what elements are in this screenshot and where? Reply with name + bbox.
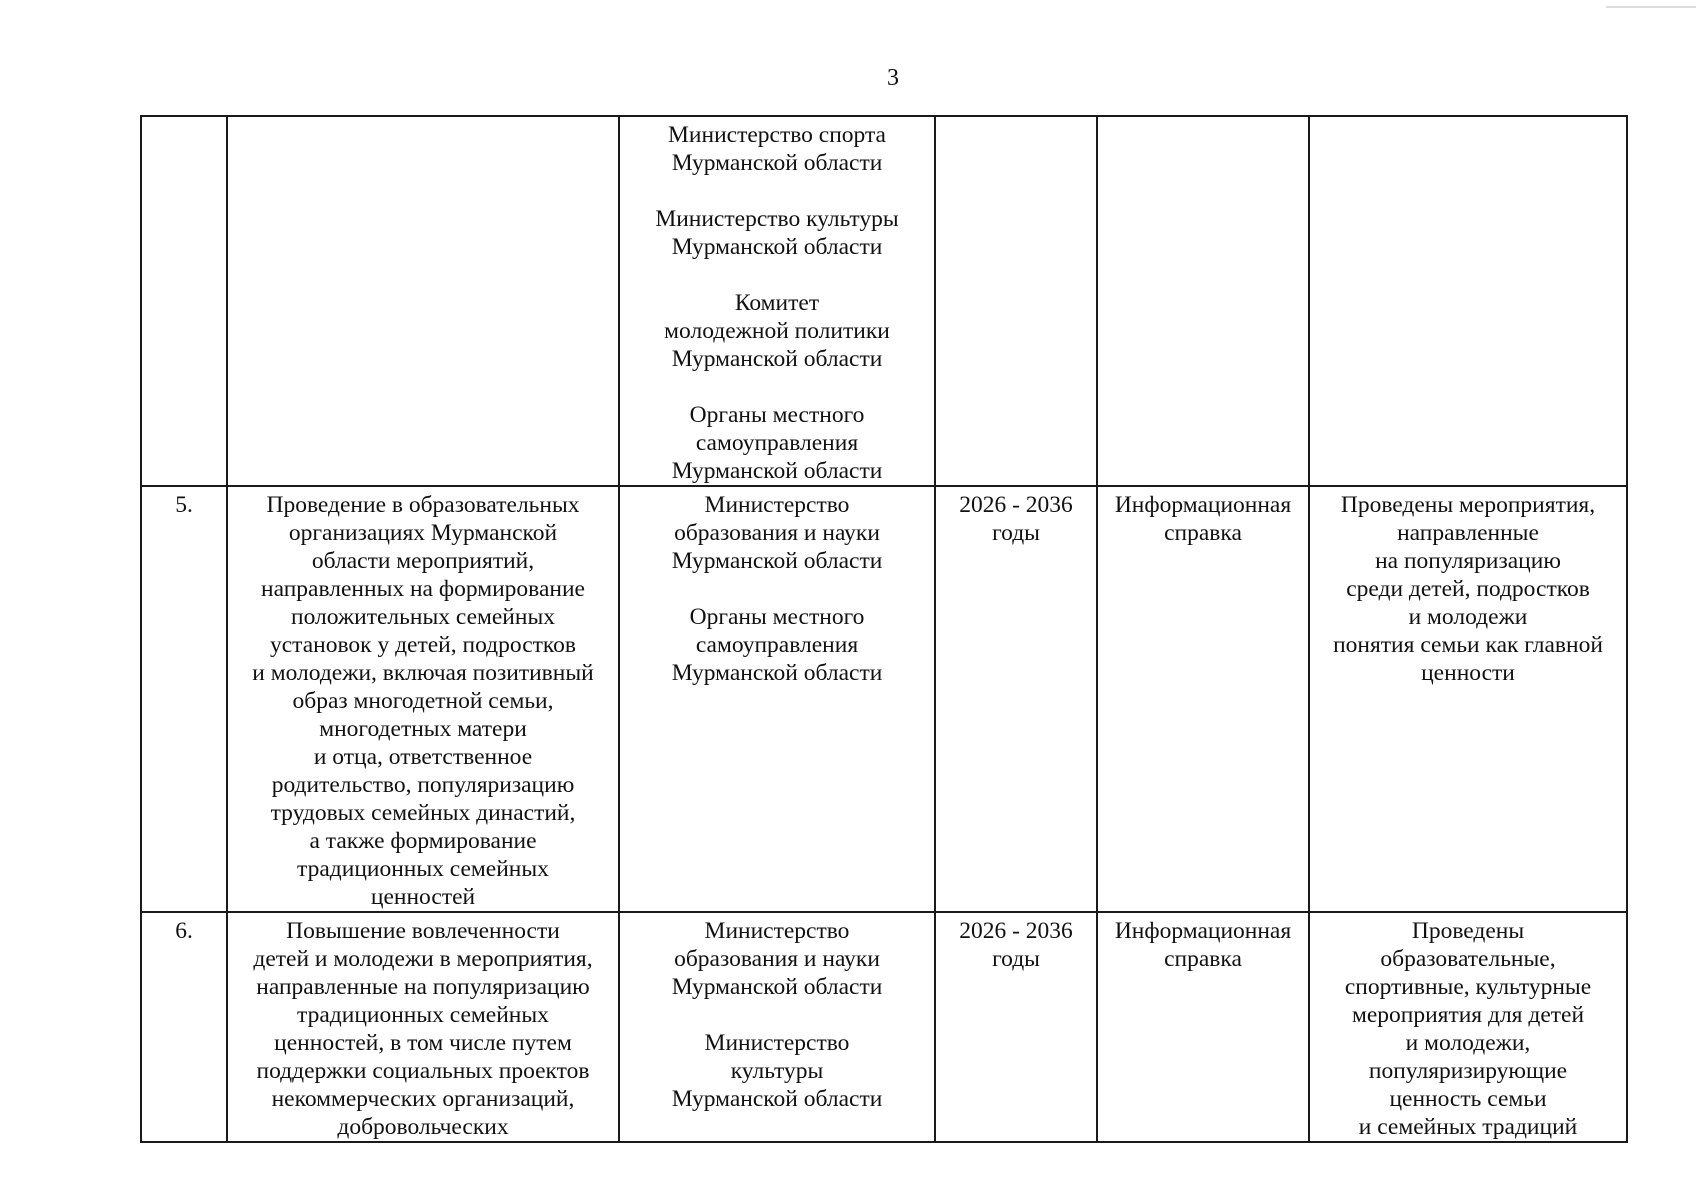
- cell-period: [935, 116, 1097, 486]
- cell-activity: [227, 116, 619, 486]
- cell-executors: Министерство образования и науки Мурманской области Органы местного самоуправления Мурманской области: [619, 486, 935, 912]
- cell-period: 2026 - 2036 годы: [935, 486, 1097, 912]
- cell-activity: Повышение вовлеченности детей и молодежи в мероприятия, направленные на популяризацию традиционных семейных ценностей, в том числе путем поддержки социальных проектов некоммерческих организаций, добровольческих: [227, 912, 619, 1142]
- table-row: [141, 486, 1627, 912]
- page-number: 3: [887, 65, 899, 91]
- cell-document: Информационная справка: [1097, 912, 1309, 1142]
- cell-result: Проведены мероприятия, направленные на популяризацию среди детей, подростков и молодежи понятия семьи как главной ценности: [1309, 486, 1627, 912]
- cell-activity: Проведение в образовательных организациях Мурманской области мероприятий, направленных на формирование положительных семейных установок у детей, подростков и молодежи, включая позитивный образ многодетной семьи, многодетных матери и отца, ответственное родительство, популяризацию трудовых семейных династий, а также формирование традиционных семейных ценностей: [227, 486, 619, 912]
- scan-edge-mark: [1606, 6, 1696, 8]
- cell-result: Проведены образовательные, спортивные, культурные мероприятия для детей и молодежи, популяризирующие ценность семьи и семейных традиций: [1309, 912, 1627, 1142]
- cell-document: [1097, 116, 1309, 486]
- cell-executors: Министерство образования и науки Мурманской области Министерство культуры Мурманской области: [619, 912, 935, 1142]
- measures-table: [140, 115, 1628, 1143]
- cell-document: Информационная справка: [1097, 486, 1309, 912]
- cell-number: 6.: [141, 912, 227, 1142]
- table-row: [141, 116, 1627, 486]
- cell-number: 5.: [141, 486, 227, 912]
- table-row: [141, 912, 1627, 1142]
- cell-number: [141, 116, 227, 486]
- cell-executors: Министерство спорта Мурманской области Министерство культуры Мурманской области Комитет молодежной политики Мурманской области Органы местного самоуправления Мурманской области: [619, 116, 935, 486]
- cell-period: 2026 - 2036 годы: [935, 912, 1097, 1142]
- cell-result: [1309, 116, 1627, 486]
